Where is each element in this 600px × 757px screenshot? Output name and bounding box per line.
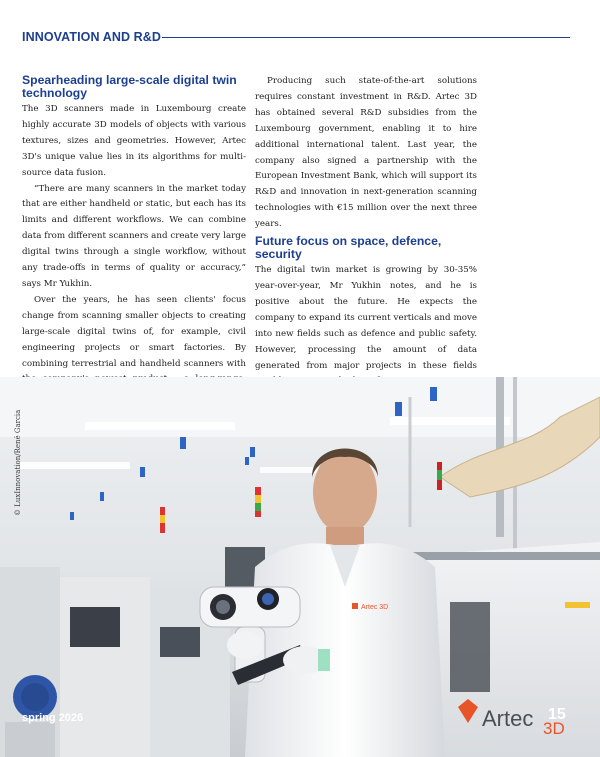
section-title: INNOVATION AND R&D xyxy=(22,30,162,44)
right-column-heading: Future focus on space, defence, security xyxy=(255,234,442,262)
svg-text:3D: 3D xyxy=(543,719,565,738)
svg-text:Artec: Artec xyxy=(482,706,534,731)
right-paragraph-2: The digital twin market is growing by 30-35% year-over-year, Mr Yukhin notes, and he is positive about the future. He expects the company to expand its current verticals and move into new fields such as defence and public safety. However, processing the amount of data generated from major projects in these fields xyxy=(255,265,477,371)
right-paragraph-1: Producing such state-of-the-art solutions requires constant investment in R&D. Artec 3D has obtained several R&D subsidies from the Luxembourg government, enabling it to hire additional international talent. Last year, the company also signed a partnership with the European Investment Bank, which will support its R&D and innovation in next-generation scanning technologies with €15 million over the next three years. xyxy=(255,76,477,230)
left-paragraph-2: “There are many scanners in the market today that are either handheld or static, but each has its limits and different workflows. We can combine data from different scanners and create very large digital twins through a single workflow, without any trade-offs in terms of quality or accuracy,” says Mr Yukhin. xyxy=(22,183,246,289)
left-column-heading: Spearheading large-scale digital twin technology xyxy=(22,73,237,100)
left-paragraph-3: Over the years, he has seen clients' focus change from scanning smaller objects to creating large-scale digital twins of, for example, civil engineering projects or smart factories. By combining terrestrial and handheld scanners with xyxy=(22,294,246,369)
coat-logo-mark xyxy=(352,603,358,609)
lab-photo xyxy=(0,377,600,757)
coat-logo: Artec 3D xyxy=(361,604,389,611)
header-rule xyxy=(162,37,570,38)
footer-season: spring 2026 xyxy=(22,712,84,724)
page-number: 15 xyxy=(548,706,566,723)
photo-credit: © LuxInnovation/René Garcia xyxy=(14,409,22,516)
left-paragraph-1: The 3D scanners made in Luxembourg create highly accurate 3D models of objects with various textures, sizes and geometries. However, Artec 3D's unique value lies in its algorithms for multi-source data fusion. xyxy=(22,104,246,178)
